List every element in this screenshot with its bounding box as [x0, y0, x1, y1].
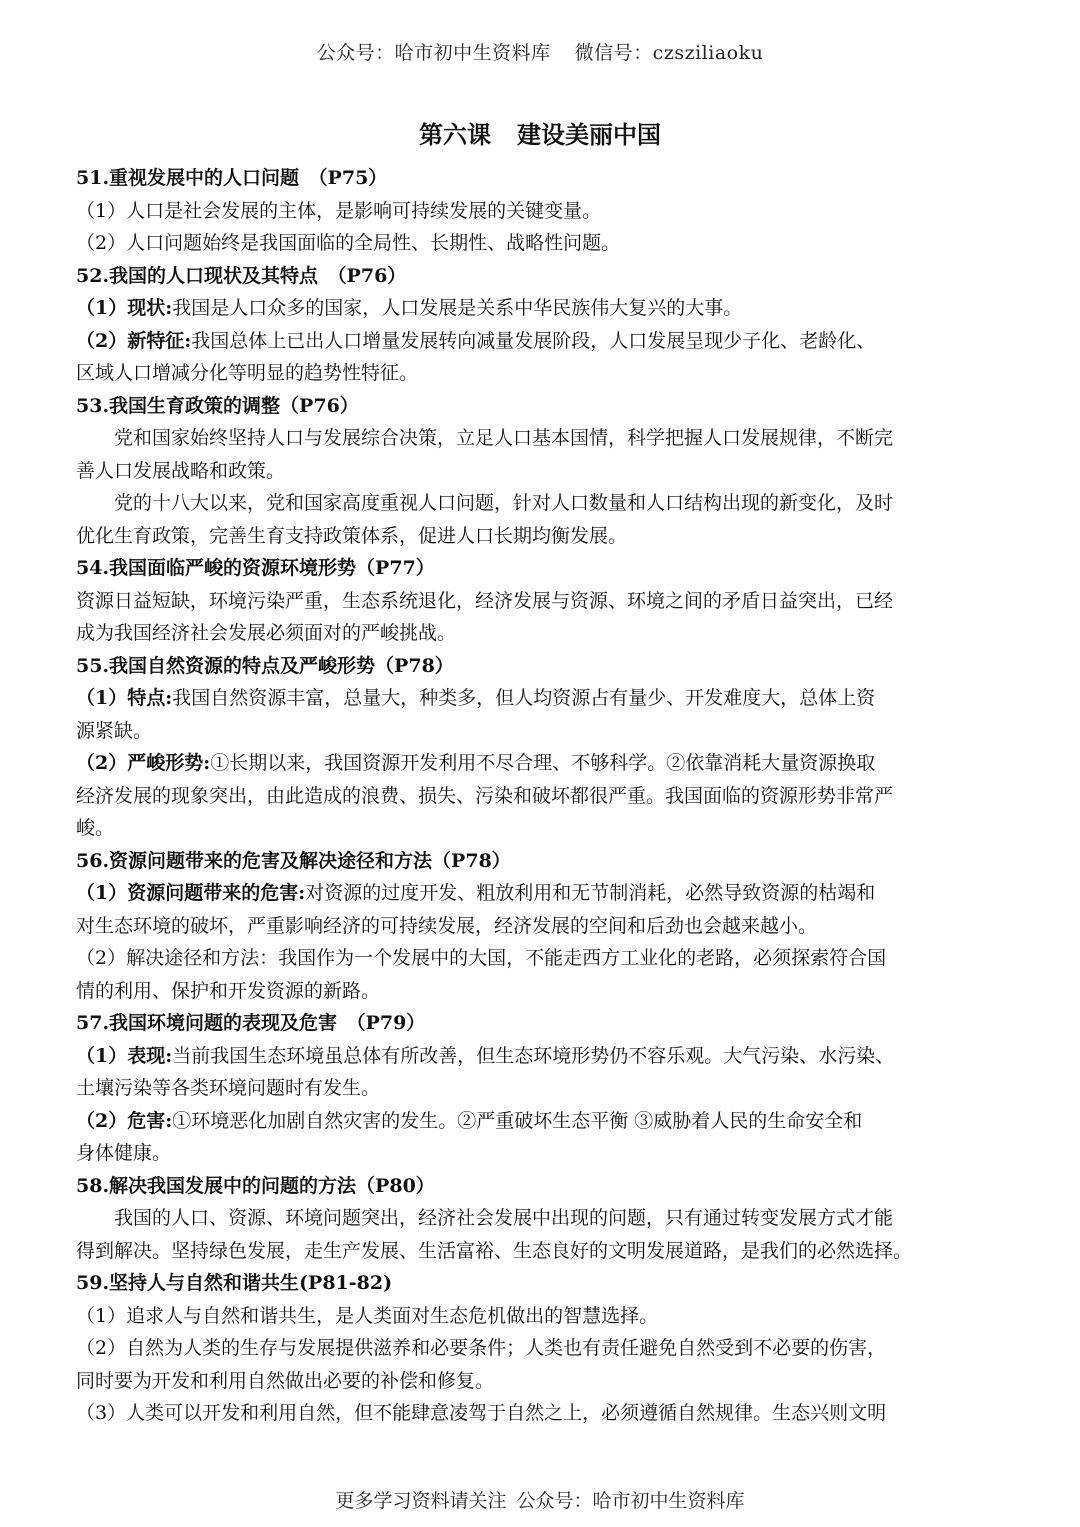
paragraph-line: 区域人口增减分化等明显的趋势性特征。 — [76, 362, 419, 384]
lesson-title — [0, 115, 1080, 150]
item-label: （2）新特征: — [76, 329, 192, 352]
paragraph-line: 情的利用、保护和开发资源的新路。 — [76, 979, 381, 1002]
header-account: 公众号：哈市初中生资料库 — [316, 42, 551, 64]
section-heading: 52.我国的人口现状及其特点 （P76） — [76, 264, 407, 287]
item-text: 当前我国生态环境虽总体有所改善，但生态环境形势仍不容乐观。大气污染、水污染、 — [172, 1044, 895, 1067]
section-heading: 56.资源问题带来的危害及解决途径和方法（P78） — [76, 849, 511, 872]
item-text: 我国总体上已出人口增量发展转向减量发展阶段，人口发展呈现少子化、老龄化、 — [191, 329, 876, 352]
paragraph-line — [76, 747, 1006, 780]
item-text: 对资源的过度开发、粗放利用和无节制消耗，必然导致资源的枯竭和 — [305, 882, 876, 904]
paragraph-line: 峻。 — [76, 817, 115, 839]
paragraph-line: 善人口发展战略和政策。 — [76, 459, 286, 482]
item-label: （2）危害: — [76, 1109, 173, 1132]
item-label: （1）表现: — [76, 1044, 173, 1067]
paragraph-line — [76, 325, 1006, 358]
paragraph-line — [76, 1105, 1006, 1138]
paragraph-line: 优化生育政策，完善生育支持政策体系，促进人口长期均衡发展。 — [76, 524, 628, 547]
paragraph-line: 我国的人口、资源、环境问题突出，经济社会发展中出现的问题，只有通过转变发展方式才能 — [114, 1207, 894, 1229]
paragraph-line: 成为我国经济社会发展必须面对的严峻挑战。 — [76, 622, 457, 644]
paragraph-line: 得到解决。坚持绿色发展，走生产发展、生活富裕、生态良好的文明发展道路，是我们的必然选择。 — [76, 1239, 913, 1262]
item-label: （1）资源问题带来的危害: — [76, 882, 306, 904]
paragraph-line: 资源日益短缺，环境污染严重，生态系统退化，经济发展与资源、环境之间的矛盾日益突出，已经 — [76, 589, 894, 612]
paragraph-line: （2）人口问题始终是我国面临的全局性、长期性、战略性问题。 — [76, 232, 621, 254]
paragraph-line: （2）解决途径和方法：我国作为一个发展中的大国，不能走西方工业化的老路，必须探索符合国 — [76, 947, 887, 969]
section-heading: 57.我国环境问题的表现及危害 （P79） — [76, 1012, 426, 1034]
lesson-name: 建设美丽中国 — [517, 120, 661, 149]
item-text: 我国自然资源丰富，总量大，种类多，但人均资源占有量少、开发难度大，总体上资 — [172, 687, 876, 709]
paragraph-line: 身体健康。 — [76, 1142, 172, 1164]
item-text: 我国是人口众多的国家，人口发展是关系中华民族伟大复兴的大事。 — [172, 297, 743, 319]
section-heading: 55.我国自然资源的特点及严峻形势（P78） — [76, 654, 454, 677]
paragraph-line: 经济发展的现象突出，由此造成的浪费、损失、污染和破坏都很严重。我国面临的资源形势非常严 — [76, 784, 894, 807]
footer-follow: 更多学习资料请关注 — [335, 1490, 507, 1512]
paragraph-line: （1）追求人与自然和谐共生，是人类面对生态危机做出的智慧选择。 — [76, 1304, 659, 1327]
page-header — [0, 38, 1080, 65]
paragraph-line — [76, 682, 1006, 715]
item-text: ①长期以来，我国资源开发利用不尽合理、不够科学。②依靠消耗大量资源换取 — [210, 752, 876, 774]
section-heading: 51.重视发展中的人口问题 （P75） — [76, 167, 388, 189]
item-text: ①环境恶化加剧自然灾害的发生。②严重破坏生态平衡 ③威胁着人民的生命安全和 — [172, 1109, 863, 1132]
paragraph-line: 源紧缺。 — [76, 719, 153, 742]
document-body — [76, 162, 1006, 1430]
header-wechat: 微信号：czsziliaoku — [574, 42, 764, 64]
paragraph-line: （3）人类可以开发和利用自然，但不能肆意凌驾于自然之上，必须遵循自然规律。生态兴则文明 — [76, 1402, 887, 1424]
footer-account: 公众号：哈市初中生资料库 — [516, 1490, 745, 1512]
paragraph-line — [76, 292, 1006, 325]
paragraph-line: （1）人口是社会发展的主体，是影响可持续发展的关键变量。 — [76, 199, 602, 222]
paragraph-line — [76, 877, 1006, 910]
section-heading: 58.解决我国发展中的问题的方法（P80） — [76, 1174, 435, 1197]
item-label: （1）现状: — [76, 297, 173, 319]
page-footer — [0, 1486, 1080, 1513]
paragraph-line: （2）自然为人类的生存与发展提供滋养和必要条件；人类也有责任避免自然受到不必要的伤害， — [76, 1337, 887, 1359]
section-heading: 54.我国面临严峻的资源环境形势（P77） — [76, 557, 435, 579]
paragraph-line: 同时要为开发和利用自然做出必要的补偿和修复。 — [76, 1369, 495, 1392]
lesson-number: 第六课 — [419, 120, 491, 149]
paragraph-line — [76, 1040, 1006, 1073]
item-label: （1）特点: — [76, 687, 173, 709]
section-heading: 59.坚持人与自然和谐共生(P81-82) — [76, 1272, 393, 1294]
item-label: （2）严峻形势: — [76, 752, 211, 774]
paragraph-line: 对生态环境的破坏，严重影响经济的可持续发展，经济发展的空间和后劲也会越来越小。 — [76, 914, 818, 937]
paragraph-line: 土壤污染等各类环境问题时有发生。 — [76, 1077, 381, 1099]
paragraph-line: 党和国家始终坚持人口与发展综合决策，立足人口基本国情，科学把握人口发展规律，不断完 — [114, 427, 894, 449]
paragraph-line: 党的十八大以来，党和国家高度重视人口问题，针对人口数量和人口结构出现的新变化，及时 — [114, 492, 894, 514]
section-heading: 53.我国生育政策的调整（P76） — [76, 394, 359, 417]
